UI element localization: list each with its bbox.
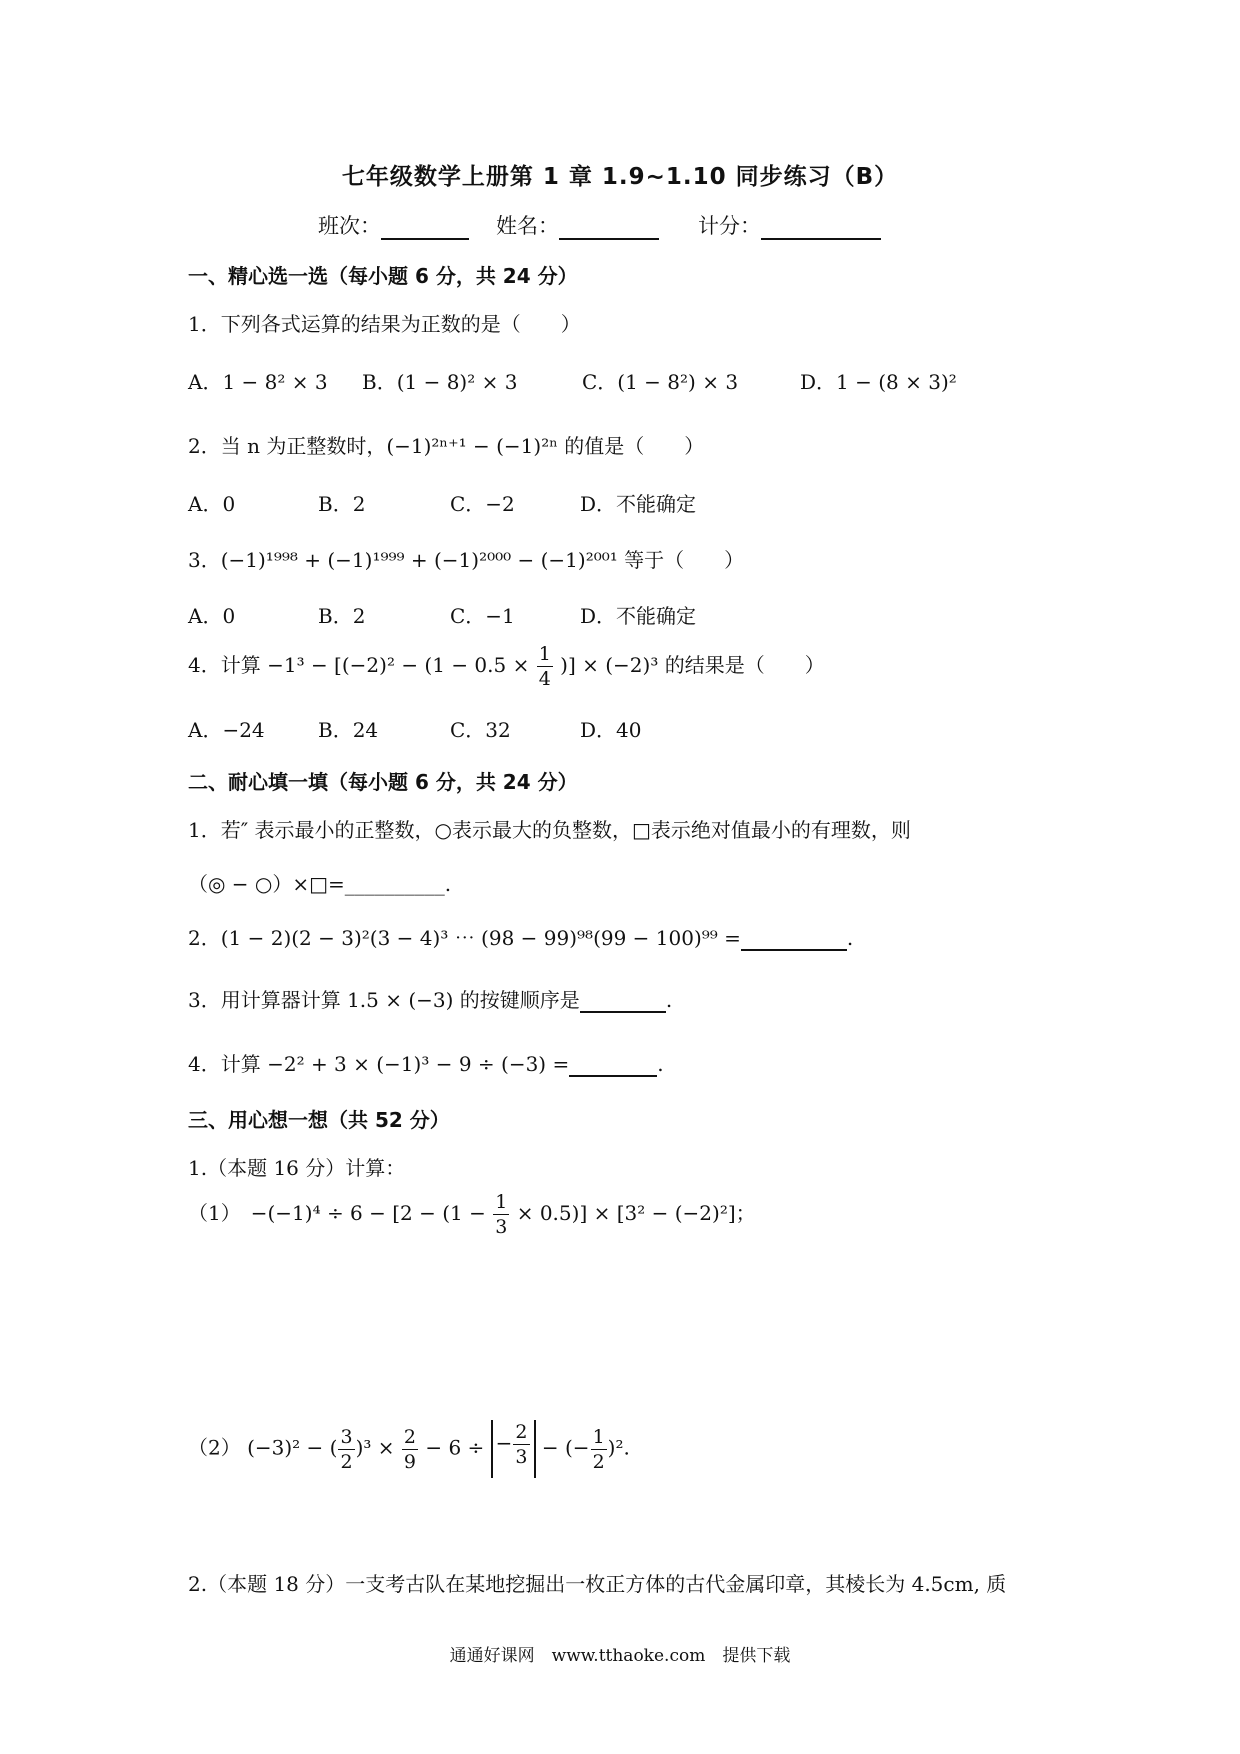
s1-q2-option-d: D．不能确定 [580,492,697,516]
s1-q2-option-c: C．−2 [450,492,515,516]
score-blank[interactable] [761,218,881,240]
s1-q1-option-c: C．(1 − 8²) × 3 [582,370,739,394]
s1-q4-post: )] × (−2)³ 的结果是（ ） [560,653,825,677]
s1-q2-option-a: A．0 [188,492,236,516]
s1-q4-option-a: A．−24 [188,718,265,742]
page-title: 七年级数学上册第 1 章 1.9~1.10 同步练习（B） [341,164,899,190]
s3-p2-fraction-1: $\frac{3}{2}$ [340,1425,353,1473]
section-2-heading: 二、耐心填一填（每小题 6 分，共 24 分） [188,770,578,794]
s1-q4-option-b: B．24 [318,718,379,742]
s1-question-2: 2．当 n 为正整数时，(−1)²ⁿ⁺¹ − (−1)²ⁿ 的值是（ ） [188,434,705,458]
class-field [318,210,469,240]
s1-question-4 [188,642,825,691]
s2-q2-dot: . [846,926,854,950]
s3-p2-b: )³ × [355,1435,395,1460]
s3-p2-a: (−3)² − ( [247,1435,338,1460]
s2-q4-text: 4．计算 −2² + 3 × (−1)³ − 9 ÷ (−3) = [188,1052,570,1076]
score-field [698,210,881,240]
s3-question-1: 1.（本题 16 分）计算： [188,1156,406,1180]
s2-question-2 [188,922,853,951]
s2-question-1-line-2: （◎ − ○）×□=__________. [188,872,452,896]
s1-q4-pre: 4．计算 −1³ − [(−2)² − (1 − 0.5 × [188,653,530,677]
s2-question-4 [188,1048,664,1077]
s2-question-3 [188,984,672,1013]
s3-q1-part-1 [188,1190,756,1239]
s3-p1-pre: （1） −(−1)⁴ ÷ 6 − [2 − (1 − [188,1201,486,1225]
s2-q3-dot: . [665,988,673,1012]
s3-p2-d: − (− [541,1435,590,1460]
section-3-heading: 三、用心想一想（共 52 分） [188,1108,450,1132]
s3-p1-post: × 0.5)] × [3² − (−2)²]； [516,1201,756,1225]
s3-p2-e: )². [607,1435,630,1460]
s1-q1-option-b: B．(1 − 8)² × 3 [362,370,518,394]
s1-q3-option-d: D．不能确定 [580,604,697,628]
class-label: 班次： [318,214,381,238]
s3-p2-absolute-value: − $\frac{2}{3}$ [491,1420,536,1478]
s1-q4-option-d: D．40 [580,718,642,742]
s1-q3-option-a: A．0 [188,604,236,628]
s1-q2-option-b: B．2 [318,492,366,516]
s1-q4-option-c: C．32 [450,718,511,742]
s2-question-1-line-1: 1．若″ 表示最小的正整数，○表示最大的负整数，□表示绝对值最小的有理数，则 [188,818,911,842]
name-label: 姓名： [496,214,559,238]
s3-p2-label: （2） [188,1435,241,1460]
section-1-heading: 一、精心选一选（每小题 6 分，共 24 分） [188,264,578,288]
s1-q3-option-b: B．2 [318,604,366,628]
s2-q3-blank[interactable] [580,991,666,1013]
s2-q4-blank[interactable] [569,1055,657,1077]
s2-q2-text: 2．(1 − 2)(2 − 3)²(3 − 4)³ ⋯ (98 − 99)⁹⁸(99 − 100)⁹⁹ = [188,926,741,950]
name-field [496,210,659,240]
s3-p2-c: − 6 ÷ [425,1435,485,1460]
page-footer: 通通好课网 www.tthaoke.com 提供下载 [449,1646,791,1666]
s3-p1-fraction: $\frac{1}{3}$ [495,1191,508,1238]
s3-question-2: 2.（本题 18 分）一支考古队在某地挖掘出一枚正方体的古代金属印章，其棱长为 4.5cm, 质 [188,1572,1007,1596]
s2-q2-blank[interactable] [741,929,847,951]
name-blank[interactable] [559,218,659,240]
s1-q1-option-d: D．1 − (8 × 3)² [800,370,957,394]
s2-q4-dot: . [657,1052,664,1076]
s1-question-3: 3．(−1)¹⁹⁹⁸ + (−1)¹⁹⁹⁹ + (−1)²⁰⁰⁰ − (−1)²⁰⁰¹ 等于（ ） [188,548,745,572]
s2-q3-text: 3．用计算器计算 1.5 × (−3) 的按键顺序是 [188,988,580,1012]
score-label: 计分： [698,214,761,238]
s3-p2-fraction-4: $\frac{1}{2}$ [592,1425,605,1473]
s1-q3-option-c: C．−1 [450,604,515,628]
s3-q1-part-2 [188,1420,630,1478]
class-blank[interactable] [381,218,469,240]
s1-q1-option-a: A．1 − 8² × 3 [188,370,328,394]
s1-q4-fraction: $\frac{1}{4}$ [538,643,551,690]
s1-question-1: 1．下列各式运算的结果为正数的是（ ） [188,312,581,336]
s3-p2-fraction-2: $\frac{2}{9}$ [403,1425,416,1473]
